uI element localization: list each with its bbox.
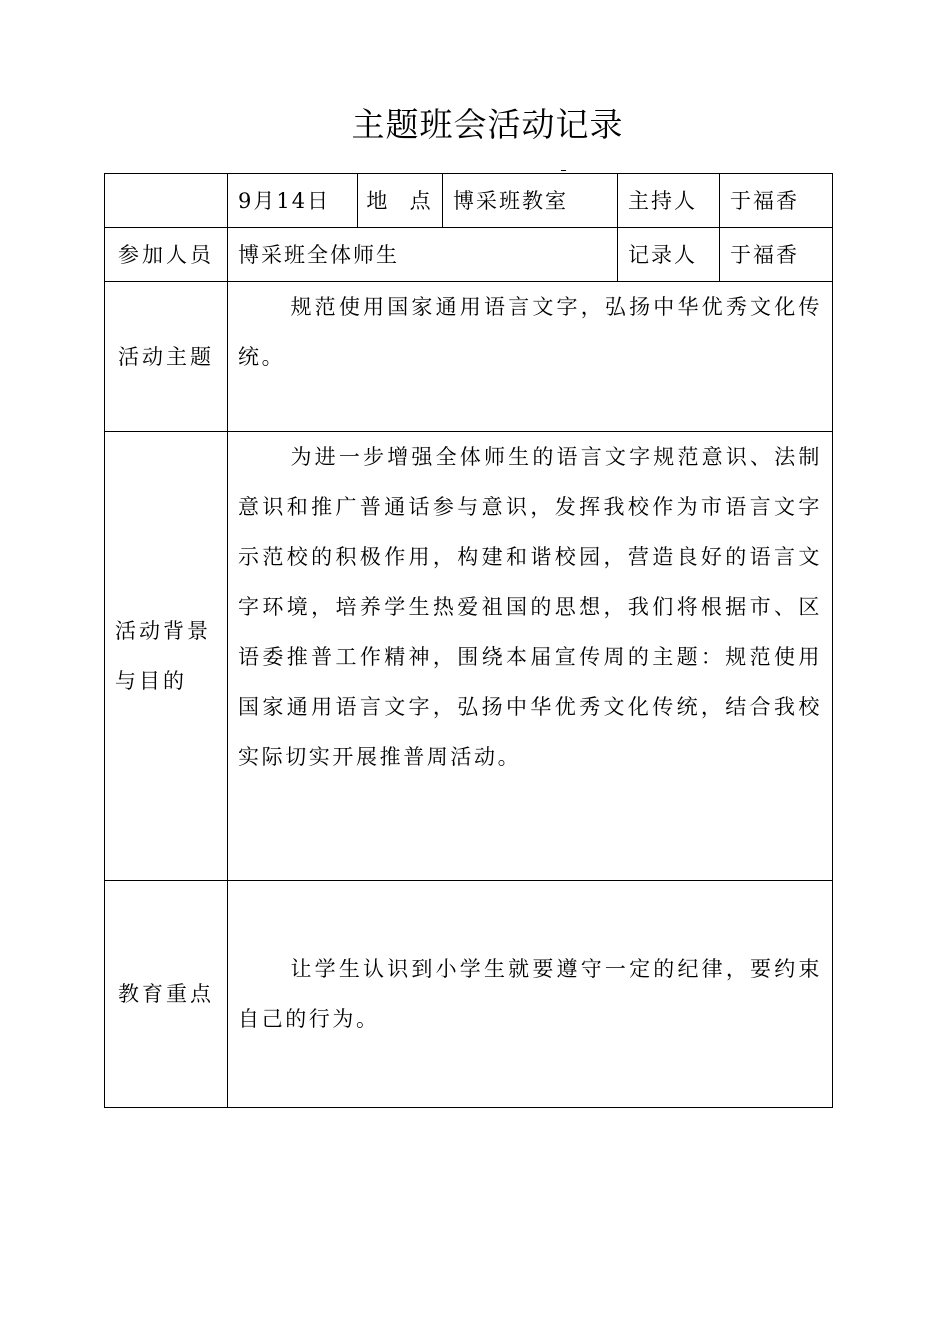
location-label: 地 点 <box>358 174 443 228</box>
focus-cell <box>228 881 833 1108</box>
recorder-value: 于福香 <box>720 228 833 282</box>
background-text: 为进一步增强全体师生的语言文字规范意识、法制意识和推广普通话参与意识，发挥我校作为市语言文字示范校的积极作用，构建和谐校园，营造良好的语言文字环境，培养学生热爱祖国的思想，我们将根据市、区语委推普工作精神，围绕本届宣传周的主题：规范使用国家通用语言文字，弘扬中华优秀文化传统，结合我校实际切实开展推普周活动。 <box>238 445 822 769</box>
table-row-background <box>105 432 833 881</box>
host-label: 主持人 <box>618 174 720 228</box>
table-row-theme <box>105 282 833 432</box>
theme-text: 规范使用国家通用语言文字，弘扬中华优秀文化传统。 <box>238 295 822 369</box>
focus-text: 让学生认识到小学生就要遵守一定的纪律，要约束自己的行为。 <box>238 957 822 1031</box>
focus-label: 教育重点 <box>105 881 228 1108</box>
background-label-line1: 活动背景 <box>115 619 211 643</box>
background-label-line2: 与目的 <box>115 669 187 693</box>
header-dash-mark <box>561 170 566 171</box>
table-row-date <box>105 174 833 228</box>
participants-value: 博采班全体师生 <box>228 228 618 282</box>
table-row-focus <box>105 881 833 1108</box>
date-value: 9月14日 <box>228 174 358 228</box>
theme-label: 活动主题 <box>105 282 228 432</box>
empty-label-cell <box>105 174 228 228</box>
table-row-participants <box>105 228 833 282</box>
background-label <box>105 432 228 881</box>
theme-cell <box>228 282 833 432</box>
activity-record-table <box>104 173 833 1108</box>
recorder-label: 记录人 <box>618 228 720 282</box>
participants-label: 参加人员 <box>105 228 228 282</box>
background-cell <box>228 432 833 881</box>
location-value: 博采班教室 <box>443 174 618 228</box>
host-value: 于福香 <box>720 174 833 228</box>
page-title: 主题班会活动记录 <box>351 105 624 144</box>
